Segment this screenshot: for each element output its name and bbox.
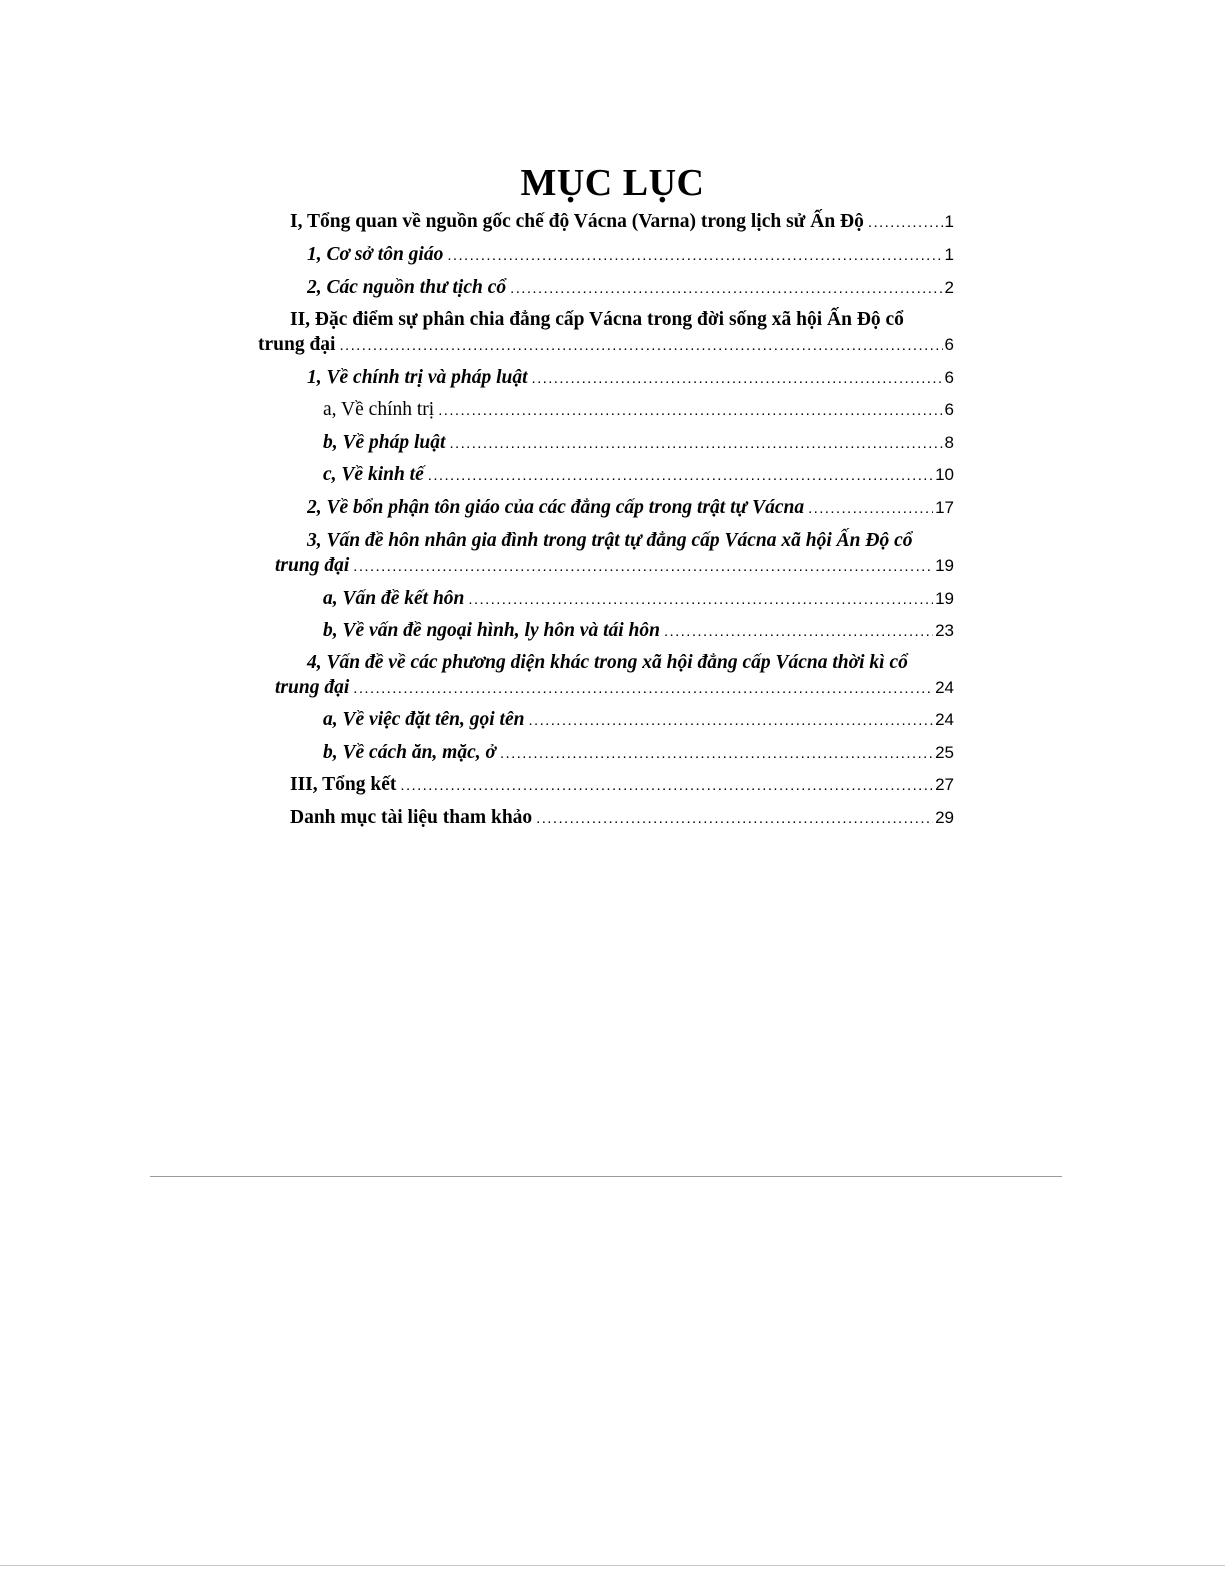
toc-leader-dots (868, 209, 943, 236)
page-bottom-edge (0, 1565, 1225, 1566)
toc-entry-label: a, Về chính trị (323, 399, 435, 420)
toc-entry[interactable] (258, 331, 954, 359)
toc-leader-dots (438, 397, 942, 424)
toc-entry-page: 17 (935, 498, 954, 517)
toc-entry[interactable] (307, 274, 954, 302)
toc-leader-dots (353, 675, 933, 702)
toc-entry-label: 2, Các nguồn thư tịch cổ (307, 277, 507, 298)
toc-entry-label: 1, Về chính trị và pháp luật (307, 367, 528, 388)
toc-entry[interactable] (290, 208, 954, 236)
toc-entry[interactable] (290, 771, 954, 799)
toc-entry-label: c, Về kinh tế (323, 464, 424, 485)
toc-entry-heading-line[interactable]: II, Đặc điểm sự phân chia đẳng cấp Vácna trong đời sống xã hội Ấn Độ cổ (290, 309, 904, 330)
toc-entry-page: 6 (944, 368, 954, 387)
page-title: MỤC LỤC (520, 162, 705, 204)
toc-entry[interactable] (323, 706, 954, 734)
toc-entry-heading-line[interactable]: 3, Vấn đề hôn nhân gia đình trong trật tự đẳng cấp Vácna xã hội Ấn Độ cổ (307, 530, 913, 551)
toc-entry-page: 19 (935, 556, 954, 575)
toc-entry-page: 10 (935, 465, 954, 484)
toc-leader-dots (447, 242, 942, 269)
toc-entry-page: 1 (944, 212, 954, 231)
toc-entry-page: 2 (944, 278, 954, 297)
toc-leader-dots (449, 430, 942, 457)
toc-entry-page: 8 (944, 433, 954, 452)
toc-entry-label: trung đại (275, 555, 350, 576)
toc-entry-label: Danh mục tài liệu tham khảo (290, 807, 533, 828)
toc-leader-dots (528, 707, 933, 734)
footer-divider (150, 1176, 1062, 1177)
toc-entry[interactable] (323, 585, 954, 613)
toc-entry-label: a, Vấn đề kết hôn (323, 588, 465, 609)
toc-entry-label: trung đại (275, 677, 350, 698)
toc-entry-label: III, Tổng kết (290, 774, 397, 795)
toc-entry-label: 1, Cơ sở tôn giáo (307, 244, 444, 265)
toc-leader-dots (428, 462, 933, 489)
toc-entry[interactable] (290, 804, 954, 832)
toc-entry[interactable] (307, 364, 954, 392)
toc-entry[interactable] (323, 617, 954, 645)
toc-leader-dots (400, 772, 933, 799)
toc-entry-label: 2, Về bổn phận tôn giáo của các đẳng cấp trong trật tự Vácna (307, 497, 805, 518)
toc-entry-page: 23 (935, 621, 954, 640)
toc-leader-dots (532, 365, 943, 392)
toc-entry[interactable] (323, 396, 954, 424)
toc-leader-dots (468, 586, 933, 613)
toc-entry-page: 6 (944, 335, 954, 354)
toc-entry[interactable] (307, 494, 954, 522)
toc-leader-dots (339, 332, 942, 359)
toc-leader-dots (536, 805, 933, 832)
toc-leader-dots (500, 740, 933, 767)
toc-entry-page: 24 (935, 710, 954, 729)
toc-entry-label: b, Về vấn đề ngoại hình, ly hôn và tái hôn (323, 620, 660, 641)
toc-entry[interactable] (275, 552, 954, 580)
toc-entry-page: 6 (944, 400, 954, 419)
toc-entry-page: 1 (944, 245, 954, 264)
toc-entry-page: 24 (935, 678, 954, 697)
toc-entry-label: b, Về pháp luật (323, 432, 446, 453)
toc-entry[interactable] (275, 674, 954, 702)
toc-entry[interactable] (323, 461, 954, 489)
toc-entry-label: I, Tổng quan về nguồn gốc chế độ Vácna (Varna) trong lịch sử Ấn Độ (290, 211, 864, 232)
toc-entry-label: a, Về việc đặt tên, gọi tên (323, 709, 525, 730)
toc-entry[interactable] (323, 739, 954, 767)
toc-entry-page: 19 (935, 589, 954, 608)
toc-entry[interactable] (307, 241, 954, 269)
toc-entry-label: trung đại (258, 334, 336, 355)
toc-entry[interactable] (323, 429, 954, 457)
toc-entry-page: 25 (935, 743, 954, 762)
toc-leader-dots (808, 495, 933, 522)
toc-leader-dots (664, 618, 933, 645)
toc-entry-heading-line[interactable]: 4, Vấn đề về các phương diện khác trong xã hội đẳng cấp Vácna thời kì cổ (307, 652, 908, 673)
toc-entry-page: 29 (935, 808, 954, 827)
toc-entry-page: 27 (935, 775, 954, 794)
toc-leader-dots (353, 553, 933, 580)
toc-entry-label: b, Về cách ăn, mặc, ở (323, 742, 496, 763)
toc-leader-dots (510, 275, 942, 302)
